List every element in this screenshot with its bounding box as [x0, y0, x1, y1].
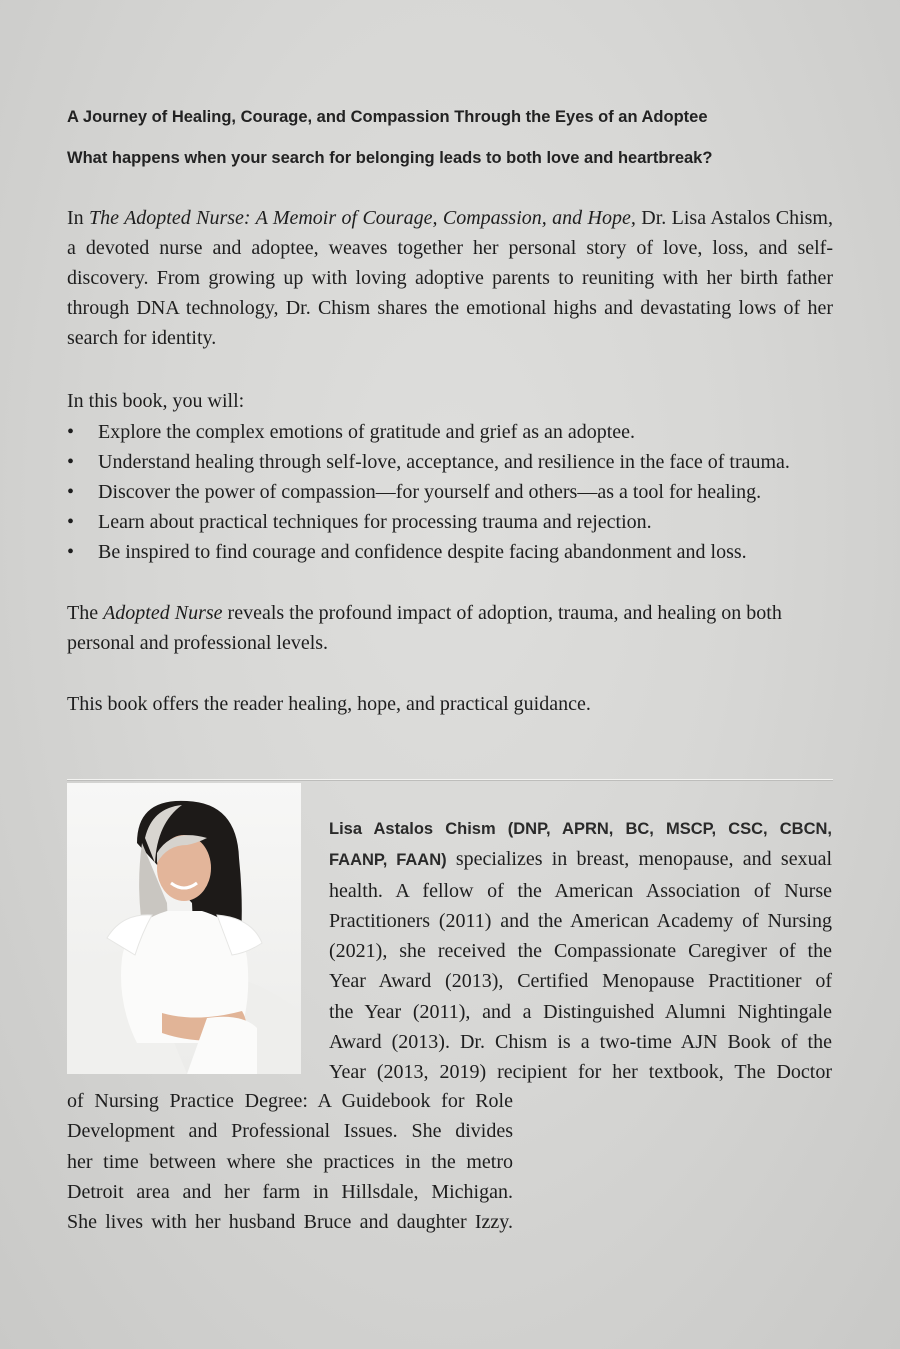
list-item: • Learn about practical techniques for processing trauma and rejection.	[67, 507, 847, 537]
author-portrait-icon	[67, 783, 301, 1074]
bullet-icon: •	[67, 511, 75, 533]
tagline-primary: A Journey of Healing, Courage, and Compassion Through the Eyes of an Adoptee	[67, 108, 708, 126]
book-title: The Adopted Nurse: A Memoir of Courage, Compassion, and Hope,	[89, 207, 636, 229]
list-lead: In this book, you will:	[67, 390, 245, 412]
section-divider	[67, 779, 833, 780]
author-bio: Lisa Astalos Chism (DNP, APRN, BC, MSCP, CSC, CBCN, FAANP, FAAN) specializes in breast, menopause, and sexual health. A fellow of the American Association of Nurse Practitioners (2011) and the American Academy of Nursing (2021), she received the Compassionate Caregiver of the Year Award (2013), Certified Menopause Practitioner of the Year (2011), and a Distinguished Alumni Nightingale Award (2013). Dr. Chism is a two-time AJN Book of the Year (2013, 2019) recipient for her textbook, The Doctor	[329, 820, 832, 1084]
offer-paragraph: This book offers the reader healing, hope, and practical guidance.	[67, 693, 591, 715]
tagline-question: What happens when your search for belonging leads to both love and heartbreak?	[67, 149, 713, 167]
intro-paragraph	[67, 203, 833, 353]
list-item: • Discover the power of compassion—for yourself and others—as a tool for healing.	[67, 477, 847, 507]
bullet-icon: •	[67, 481, 75, 503]
author-name: Lisa Astalos Chism (DNP, APRN, BC, MSCP, CSC, CBCN, FAANP, FAAN)	[329, 820, 832, 870]
benefits-list	[67, 417, 847, 567]
bullet-icon: •	[67, 541, 75, 563]
list-item: • Explore the complex emotions of gratitude and grief as an adoptee.	[67, 417, 847, 447]
bullet-icon: •	[67, 451, 75, 473]
impact-paragraph: The Adopted Nurse reveals the profound impact of adoption, trauma, and healing on both personal and professional levels.	[67, 602, 782, 654]
list-item: • Understand healing through self-love, acceptance, and resilience in the face of trauma.	[67, 447, 847, 477]
bullet-icon: •	[67, 421, 75, 443]
intro-body: Dr. Lisa Astalos Chism, a devoted nurse and adoptee, weaves together her personal story of love, loss, and self-discovery. From growing up with loving adoptive parents to reuniting with her birth father through DNA technology, Dr. Chism shares the emotional highs and devastating lows of her search for identity.	[67, 207, 833, 349]
list-item: • Be inspired to find courage and confidence despite facing abandonment and loss.	[67, 537, 847, 567]
author-bio-continued: of Nursing Practice Degree: A Guidebook for Role Development and Professional Issues. She divides her time between where she practices in the metro Detroit area and her farm in Hillsdale, Michigan. She lives with her husband Bruce and daughter Izzy.	[67, 1090, 513, 1234]
impact-title: Adopted Nurse	[103, 602, 223, 624]
intro-prefix: In	[67, 207, 90, 229]
